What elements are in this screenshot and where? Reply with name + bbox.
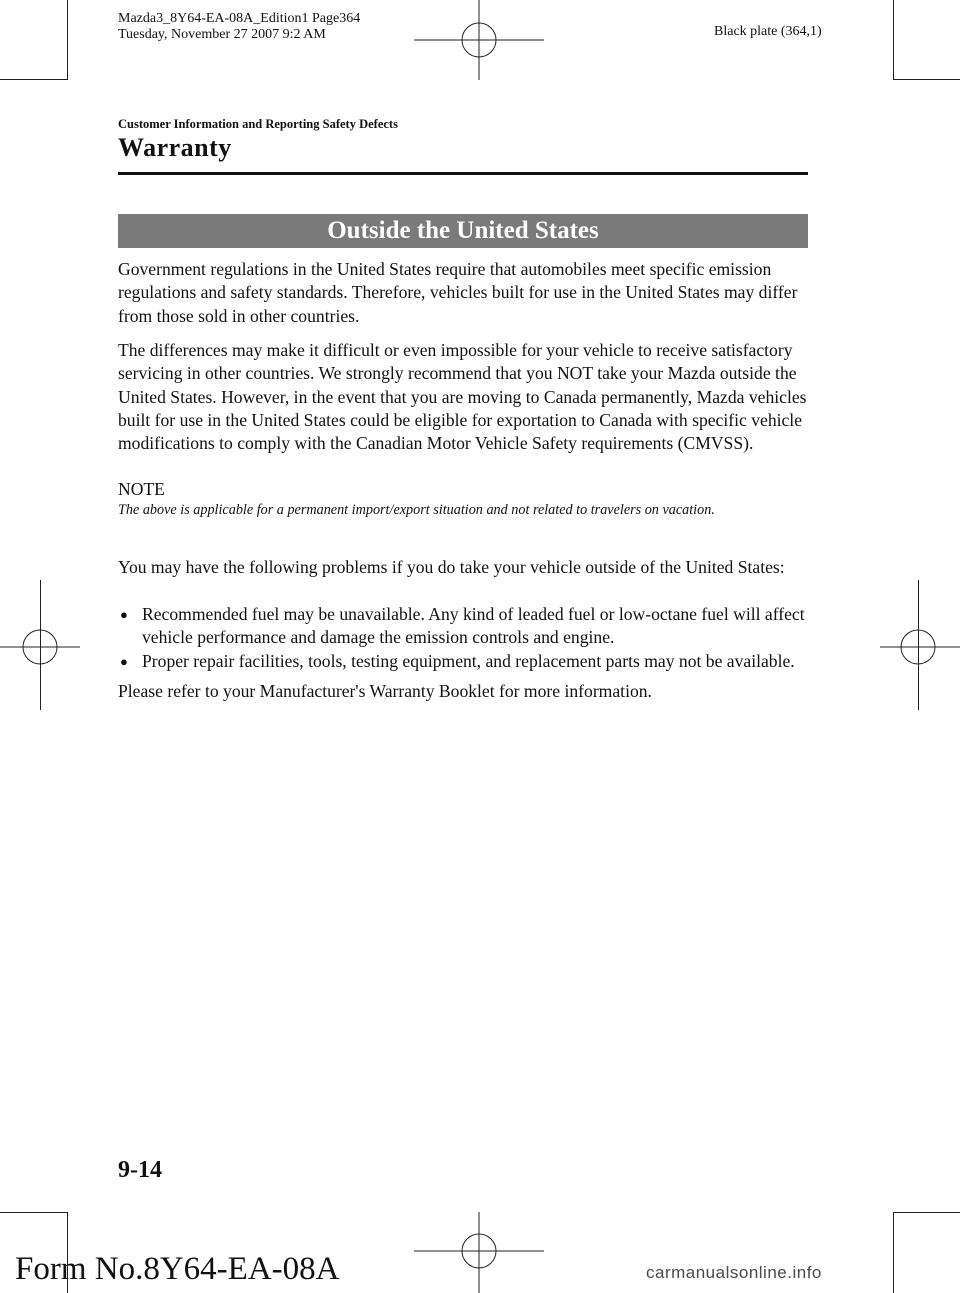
list-item-text: Recommended fuel may be unavailable. Any kind of leaded fuel or low-octane fuel will affect vehicle performance and damage the emission controls and engine. — [142, 604, 805, 648]
registration-mark-top-icon — [414, 0, 544, 80]
crop-mark-top-left-v — [67, 0, 68, 80]
bullet-icon: ● — [120, 607, 128, 622]
plate-label: Black plate (364,1) — [714, 24, 822, 39]
registration-mark-right-icon — [880, 612, 960, 682]
page-number: 9-14 — [118, 1157, 162, 1183]
paragraph-regulations: Government regulations in the United States require that automobiles meet specific emission regulations and safety standards. Therefore, vehicles built for use in the United States may differ from those sold in other countries. — [118, 259, 798, 326]
crop-mark-top-right-h — [893, 79, 960, 80]
bullet-icon: ● — [120, 653, 128, 669]
paragraph-differences: The differences may make it difficult or even impossible for your vehicle to receive satisfactory servicing in other countries. We strongly recommend that you NOT take your Mazda outside the United States. However, in the event that you are moving to Canada permanently, Mazda vehicles built for use in the United States could be eligible for exportation to Canada with specific vehicle modifications to comply with the Canadian Motor Vehicle Safety requirements (CMVSS). — [118, 340, 807, 454]
crop-mark-bottom-left-h — [0, 1212, 68, 1213]
crop-mark-top-left-h — [0, 79, 68, 80]
print-file-line: Mazda3_8Y64-EA-08A_Edition1 Page364 — [118, 11, 361, 26]
chapter-divider — [118, 172, 808, 175]
list-item — [118, 650, 808, 673]
paragraph-problems-intro: You may have the following problems if you do take your vehicle outside of the United States: — [118, 557, 785, 577]
print-date-line: Tuesday, November 27 2007 9:2 AM — [118, 27, 326, 42]
crop-mark-top-right-v — [893, 0, 894, 80]
paragraph-closing: Please refer to your Manufacturer's Warranty Booklet for more information. — [118, 681, 652, 701]
registration-mark-bottom-icon — [414, 1212, 544, 1293]
note-text: The above is applicable for a permanent import/export situation and not related to travelers on vacation. — [118, 502, 715, 518]
section-title: Outside the United States — [118, 214, 808, 248]
form-number: Form No.8Y64-EA-08A — [15, 1251, 340, 1287]
breadcrumb: Customer Information and Reporting Safety Defects — [118, 117, 398, 131]
crop-mark-bottom-right-v — [893, 1212, 894, 1293]
list-item — [118, 603, 808, 650]
crop-mark-bottom-right-h — [893, 1212, 960, 1213]
registration-mark-left-icon — [0, 612, 80, 682]
problems-list — [118, 603, 808, 673]
watermark: carmanualsonline.info — [646, 1263, 822, 1282]
note-label: NOTE — [118, 479, 165, 499]
chapter-title: Warranty — [118, 133, 232, 162]
print-file-info — [118, 11, 360, 43]
list-item-text: Proper repair facilities, tools, testing equipment, and replacement parts may not be available. — [142, 650, 795, 671]
